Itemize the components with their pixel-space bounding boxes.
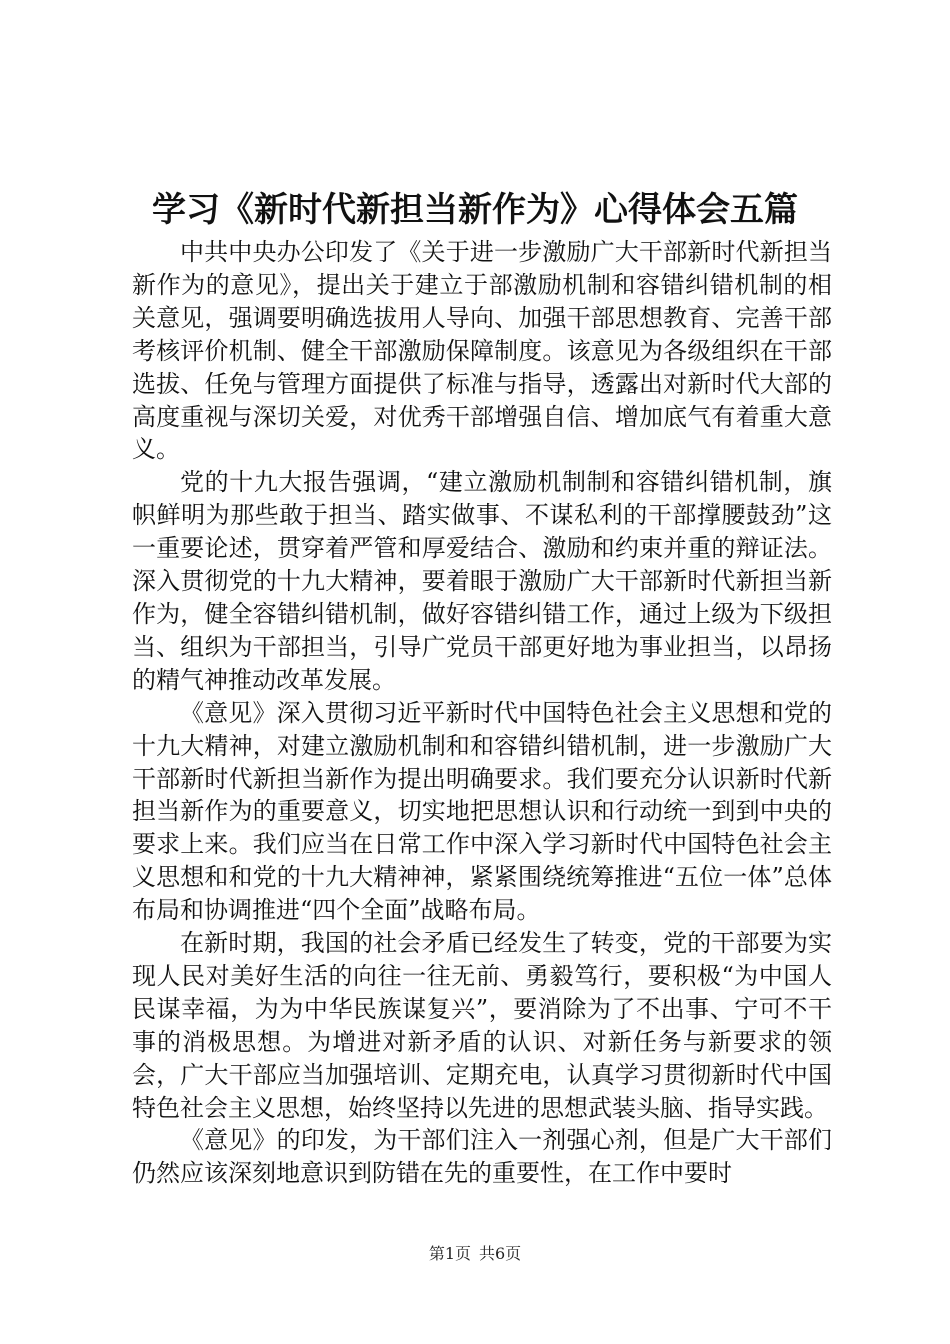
paragraph: 在新时期，我国的社会矛盾已经发生了转变，党的干部要为实现人民对美好生活的向往一往无前、勇毅笃行，要积极“为中国人民谋幸福，为为中华民族谋复兴”，要消除为了不出事、宁可不干事的消极思想。为增进对新矛盾的认识、对新任务与新要求的领会，广大干部应当加强培训、定期充电，认真学习贯彻新时代中国特色社会主义思想，始终坚持以先进的思想武装头脑、指导实践。	[132, 929, 832, 1122]
page-footer	[0, 1242, 950, 1266]
document-title: 学习《新时代新担当新作为》心得体会五篇	[152, 190, 798, 230]
page-total: 共6页	[479, 1244, 522, 1263]
document-body	[132, 236, 832, 1190]
page-number: 第1页	[428, 1244, 471, 1263]
paragraph: 《意见》深入贯彻习近平新时代中国特色社会主义思想和党的十九大精神，对建立激励机制和和容错纠错机制，进一步激励广大干部新时代新担当新作为提出明确要求。我们要充分认识新时代新担当新作为的重要意义，切实地把思想认识和行动统一到到中央的要求上来。我们应当在日常工作中深入学习新时代中国特色社会主义思想和和党的十九大精神神，紧紧围绕统筹推进“五位一体”总体布局和协调推进“四个全面”战略布局。	[132, 698, 832, 925]
paragraph: 《意见》的印发，为干部们注入一剂强心剂，但是广大干部们仍然应该深刻地意识到防错在先的重要性，在工作中要时	[132, 1126, 832, 1188]
paragraph: 党的十九大报告强调，“建立激励机制制和容错纠错机制，旗帜鲜明为那些敢于担当、踏实做事、不谋私利的干部撑腰鼓劲”这一重要论述，贯穿着严管和厚爱结合、激励和约束并重的辩证法。深入贯彻党的十九大精神，要着眼于激励广大干部新时代新担当新作为，健全容错纠错机制，做好容错纠错工作，通过上级为下级担当、组织为干部担当，引导广党员干部更好地为事业担当，以昂扬的精气神推动改革发展。	[132, 468, 832, 694]
paragraph: 中共中央办公印发了《关于进一步激励广大干部新时代新担当新作为的意见》，提出关于建立于部激励机制和容错纠错机制的相关意见，强调要明确选拔用人导向、加强干部思想教育、完善干部考核评价机制、健全干部激励保障制度。该意见为各级组织在干部选拔、任免与管理方面提供了标准与指导，透露出对新时代大部的高度重视与深切关爱，对优秀干部增强自信、增加底气有着重大意义。	[132, 238, 832, 464]
